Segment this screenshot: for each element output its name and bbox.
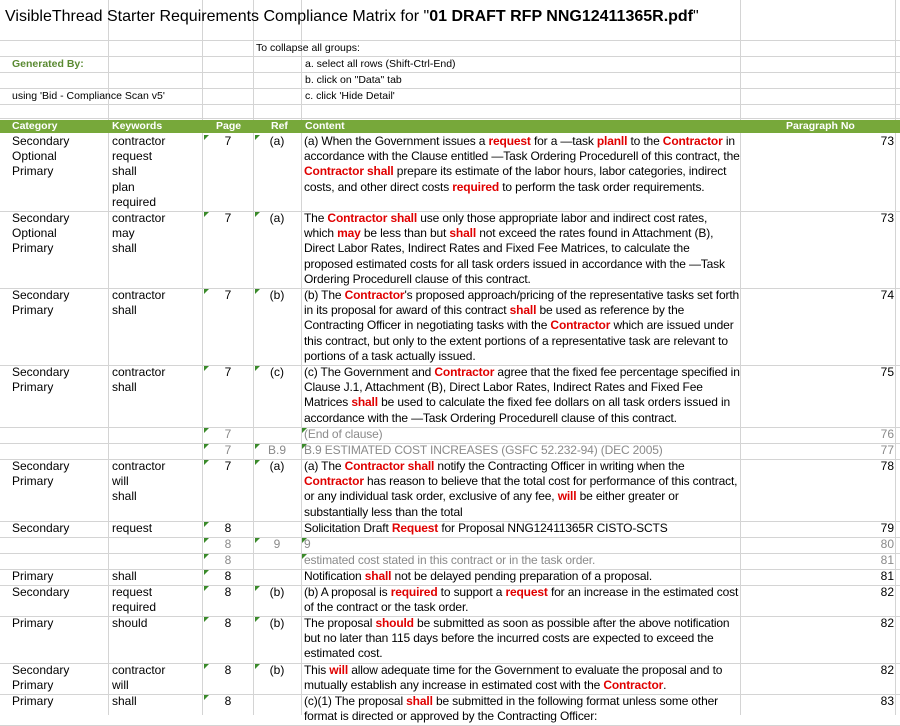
paragraph-cell[interactable]: 77 — [880, 443, 894, 457]
error-indicator-icon — [255, 664, 260, 669]
error-indicator-icon — [302, 428, 307, 433]
keyword-highlight: Contractor — [662, 134, 723, 148]
page-cell[interactable]: 8 — [224, 553, 232, 567]
category-cell[interactable]: Secondary Primary — [12, 663, 70, 693]
error-indicator-icon — [302, 444, 307, 449]
blank-row — [0, 105, 900, 119]
keywords-cell[interactable]: request — [112, 521, 153, 535]
ref-cell[interactable]: (a) — [269, 134, 285, 148]
error-indicator-icon — [204, 366, 209, 371]
error-indicator-icon — [204, 522, 209, 527]
keywords-cell[interactable]: shall — [112, 569, 137, 583]
category-cell[interactable]: Secondary Primary — [12, 365, 70, 395]
header-content[interactable]: Content — [305, 120, 345, 132]
error-indicator-icon — [204, 212, 209, 217]
step-b-note[interactable]: b. click on "Data" tab — [305, 74, 402, 86]
error-indicator-icon — [302, 538, 307, 543]
keyword-highlight: planll — [596, 134, 628, 148]
step-a-note[interactable]: a. select all rows (Shift-Ctrl-End) — [305, 58, 456, 70]
meta-row — [0, 73, 900, 89]
page-cell[interactable]: 7 — [224, 443, 232, 457]
header-category[interactable]: Category — [12, 120, 58, 132]
error-indicator-icon — [255, 212, 260, 217]
error-indicator-icon — [302, 554, 307, 559]
keywords-cell[interactable]: contractor may shall — [112, 211, 166, 256]
paragraph-cell[interactable]: 73 — [880, 211, 894, 225]
error-indicator-icon — [255, 444, 260, 449]
paragraph-cell[interactable]: 80 — [880, 537, 894, 551]
keyword-highlight: Contractor shall — [344, 459, 435, 473]
keyword-highlight: required — [452, 179, 500, 194]
meta-row — [0, 89, 900, 105]
keyword-highlight: shall — [364, 569, 392, 583]
meta-row — [0, 57, 900, 73]
keyword-highlight: should — [375, 616, 414, 630]
content-cell[interactable]: (b) The Contractor's proposed approach/pricing of the representative tasks set forth in its proposal for award of this contract shall be used as reference by the Contracting Officer in negotiating tasks with the Contractor which are issued under this contract, but only to the extent portions of a representative task are relevant to portions of a task actually issued. — [304, 288, 740, 363]
table-row[interactable] — [0, 694, 900, 726]
keyword-highlight: request — [488, 134, 531, 148]
table-row[interactable] — [0, 521, 900, 538]
ref-cell[interactable]: (b) — [269, 616, 285, 630]
content-cell[interactable]: B.9 ESTIMATED COST INCREASES (GSFC 52.232-94) (DEC 2005) — [304, 443, 663, 457]
error-indicator-icon — [204, 460, 209, 465]
error-indicator-icon — [204, 135, 209, 140]
keyword-highlight: may — [337, 226, 361, 241]
ref-cell[interactable]: (b) — [269, 288, 285, 302]
page-cell[interactable]: 7 — [224, 211, 232, 225]
error-indicator-icon — [255, 538, 260, 543]
keywords-cell[interactable]: contractor shall — [112, 288, 166, 318]
header-keywords[interactable]: Keywords — [112, 120, 163, 132]
category-cell[interactable]: Secondary Optional Primary — [12, 211, 70, 256]
category-cell[interactable]: Primary — [12, 616, 54, 630]
paragraph-cell[interactable]: 73 — [880, 134, 894, 148]
paragraph-cell[interactable]: 81 — [880, 553, 894, 567]
keywords-cell[interactable]: shall — [112, 694, 137, 708]
page-cell[interactable]: 7 — [224, 365, 232, 379]
error-indicator-icon — [204, 664, 209, 669]
title-document: 01 DRAFT RFP NNG12411365R.pdf — [429, 8, 694, 25]
keyword-highlight: shall — [509, 303, 537, 318]
ref-cell[interactable]: (b) — [269, 585, 285, 599]
table-row[interactable] — [0, 211, 900, 289]
using-note[interactable]: using 'Bid - Compliance Scan v5' — [12, 90, 165, 102]
paragraph-cell[interactable]: 79 — [880, 521, 894, 535]
keyword-highlight: shall — [351, 395, 378, 410]
page-cell[interactable]: 7 — [224, 459, 232, 473]
keyword-highlight: shall — [449, 226, 477, 241]
header-page[interactable]: Page — [216, 120, 242, 132]
content-cell[interactable]: Notification shall not be delayed pending preparation of a proposal. — [304, 569, 653, 583]
error-indicator-icon — [204, 538, 209, 543]
content-cell[interactable]: (c)(1) The proposal shall be submitted in the following format unless some other format is directed or approved by the Contracting Officer: — [304, 694, 719, 724]
keyword-highlight: will — [329, 663, 349, 677]
error-indicator-icon — [255, 366, 260, 371]
content-cell[interactable]: This will allow adequate time for the Government to evaluate the proposal and to mutually establish any increase in estimated cost with the Contractor. — [304, 663, 723, 693]
category-cell[interactable]: Secondary Primary — [12, 288, 70, 318]
page-cell[interactable]: 8 — [224, 569, 232, 583]
title-prefix: VisibleThread Starter Requirements Compliance Matrix for " — [5, 8, 430, 25]
paragraph-cell[interactable]: 75 — [880, 365, 894, 379]
error-indicator-icon — [204, 617, 209, 622]
table-row[interactable] — [0, 585, 900, 617]
content-cell[interactable]: Solicitation Draft Request for Proposal NNG12411365R CISTO-SCTS — [304, 521, 668, 535]
content-cell[interactable]: 9 — [304, 537, 311, 551]
paragraph-cell[interactable]: 82 — [880, 585, 894, 599]
keywords-cell[interactable]: contractor shall — [112, 365, 166, 395]
error-indicator-icon — [204, 289, 209, 294]
paragraph-cell[interactable]: 82 — [880, 663, 894, 677]
ref-cell[interactable]: (c) — [270, 365, 284, 379]
category-cell[interactable]: Primary — [12, 569, 54, 583]
table-row[interactable] — [0, 616, 900, 664]
ref-cell[interactable]: (b) — [269, 663, 285, 677]
keyword-highlight: Contractor shall — [327, 211, 418, 225]
error-indicator-icon — [204, 695, 209, 700]
page-cell[interactable]: 8 — [224, 663, 232, 677]
title-suffix: " — [693, 8, 699, 25]
paragraph-cell[interactable]: 82 — [880, 616, 894, 630]
page-cell[interactable]: 8 — [224, 521, 232, 535]
table-row[interactable] — [0, 537, 900, 554]
content-cell[interactable]: estimated cost stated in this contract or in the task order. — [304, 553, 596, 567]
keyword-highlight: Contractor — [434, 365, 495, 379]
table-row[interactable] — [0, 459, 900, 522]
keyword-highlight: will — [557, 489, 577, 504]
table-row[interactable] — [0, 553, 900, 570]
content-cell[interactable]: (b) A proposal is required to support a request for an increase in the estimated cost of the contract or the task order. — [304, 585, 739, 615]
page-cell[interactable]: 7 — [224, 288, 232, 302]
table-row[interactable] — [0, 443, 900, 460]
content-cell[interactable]: (End of clause) — [304, 427, 383, 441]
header-ref[interactable]: Ref — [271, 120, 288, 132]
error-indicator-icon — [255, 586, 260, 591]
table-row[interactable] — [0, 134, 900, 212]
step-c-note[interactable]: c. click 'Hide Detail' — [305, 90, 395, 102]
table-row[interactable] — [0, 365, 900, 428]
category-cell[interactable]: Secondary — [12, 585, 70, 599]
keywords-cell[interactable]: contractor will shall — [112, 459, 166, 504]
content-cell[interactable]: The proposal should be submitted as soon as possible after the above notification but no later than 115 days before the incurred costs are expected to exceed the estimated cost. — [304, 616, 730, 661]
page-cell[interactable]: 8 — [224, 694, 232, 708]
keyword-highlight: request — [505, 585, 548, 599]
ref-cell[interactable]: B.9 — [267, 443, 286, 457]
content-cell[interactable]: (c) The Government and Contractor agree that the fixed fee percentage specified in Clause J.1, Attachment (B), Direct Labor Rates, Indirect Rates and Fixed Fee Matrices shall be used to calculate the fixed fee dollars on all task orders issued in accordance with the —Task Ordering Procedurell clause of this contract. — [304, 365, 740, 425]
generated-by-label[interactable]: Generated By: — [12, 58, 84, 70]
error-indicator-icon — [255, 289, 260, 294]
table-row[interactable] — [0, 427, 900, 444]
error-indicator-icon — [255, 617, 260, 622]
keywords-cell[interactable]: request required — [112, 585, 157, 615]
keyword-highlight: Contractor — [304, 474, 364, 489]
keyword-highlight: Request — [391, 521, 439, 535]
keyword-highlight: Contractor shall — [304, 164, 394, 179]
error-indicator-icon — [204, 428, 209, 433]
page-cell[interactable]: 8 — [224, 585, 232, 599]
error-indicator-icon — [204, 554, 209, 559]
category-cell[interactable]: Secondary Optional Primary — [12, 134, 70, 179]
keyword-highlight: Contractor — [550, 318, 611, 333]
ref-cell[interactable]: (a) — [269, 211, 285, 225]
keywords-cell[interactable]: contractor request shall plan required — [112, 134, 166, 209]
collapse-note[interactable]: To collapse all groups: — [256, 42, 360, 54]
blank-row — [0, 27, 900, 41]
ref-cell[interactable]: 9 — [273, 537, 281, 551]
error-indicator-icon — [204, 570, 209, 575]
sheet-title[interactable] — [5, 8, 699, 26]
category-cell[interactable]: Primary — [12, 694, 54, 708]
content-cell[interactable]: (a) The Contractor shall notify the Contracting Officer in writing when the Contractor has reason to believe that the total cost for performance of this contract, or any individual task order, exclusive of any fee, will be either greater or substantially less than the total — [304, 459, 738, 519]
page-cell[interactable]: 8 — [224, 537, 232, 551]
paragraph-cell[interactable]: 81 — [880, 569, 894, 583]
page-cell[interactable]: 7 — [224, 134, 232, 148]
paragraph-cell[interactable]: 78 — [880, 459, 894, 473]
keyword-highlight: shall — [406, 694, 433, 708]
paragraph-cell[interactable]: 76 — [880, 427, 894, 441]
keyword-highlight: Contractor — [603, 678, 664, 693]
table-row[interactable] — [0, 663, 900, 695]
paragraph-cell[interactable]: 83 — [880, 694, 894, 708]
ref-cell[interactable]: (a) — [269, 459, 285, 473]
table-row[interactable] — [0, 569, 900, 586]
table-row[interactable] — [0, 288, 900, 366]
category-cell[interactable]: Secondary Primary — [12, 459, 70, 489]
keywords-cell[interactable]: should — [112, 616, 148, 630]
error-indicator-icon — [255, 135, 260, 140]
content-cell[interactable]: (a) When the Government issues a request for a —task planll to the Contractor in accordance with the Clause entitled —Task Ordering Procedurell of this contract, the Contractor shall prepare its estimate of the labor hours, labor categories, indirect costs, and other direct costs required to perform the task order requirements. — [304, 134, 740, 194]
category-cell[interactable]: Secondary — [12, 521, 70, 535]
content-cell[interactable]: The Contractor shall use only those appropriate labor and indirect cost rates, which may be less than but shall not exceed the rates found in Attachment (B), Direct Labor Rates, Indirect Rates and Fixed Fee Matrices, to calculate the proposed estimated costs for all task orders issued in accordance with the —Task Ordering Procedurell clause of this contract. — [304, 211, 725, 286]
page-cell[interactable]: 7 — [224, 427, 232, 441]
page-cell[interactable]: 8 — [224, 616, 232, 630]
error-indicator-icon — [255, 460, 260, 465]
keyword-highlight: required — [390, 585, 438, 599]
keywords-cell[interactable]: contractor will — [112, 663, 166, 693]
column-header-row — [0, 120, 900, 133]
error-indicator-icon — [204, 444, 209, 449]
header-paragraph-no[interactable]: Paragraph No — [786, 120, 855, 132]
error-indicator-icon — [204, 586, 209, 591]
meta-row — [0, 41, 900, 57]
keyword-highlight: Contractor — [344, 288, 405, 302]
paragraph-cell[interactable]: 74 — [880, 288, 894, 302]
